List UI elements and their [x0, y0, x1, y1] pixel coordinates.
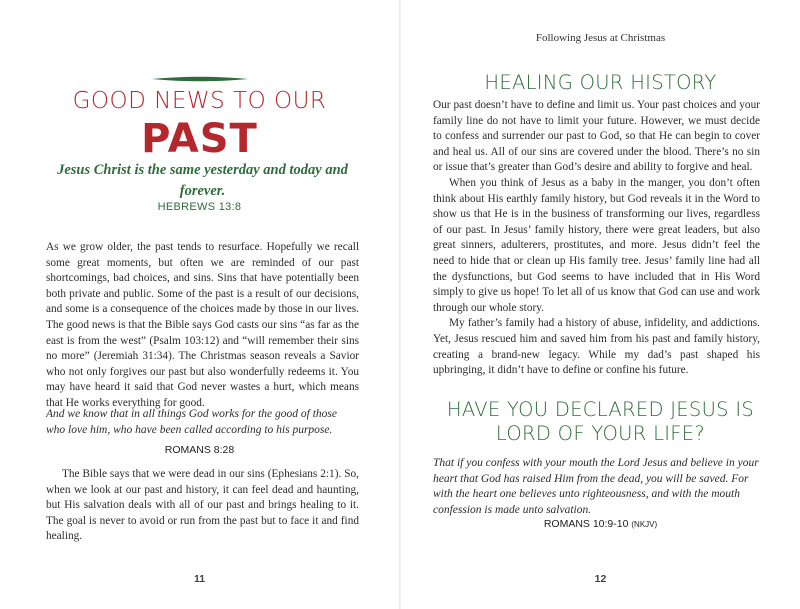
chapter-title-line1: GOOD NEWS TO OUR	[72, 88, 327, 114]
paragraph-text: Our past doesn’t have to define and limit us. Your past choices and your family line do not have to limit your future. However, we must decide to confess and surrender our past to God, so that He can begin to cover and heal us. All of our sins are covered under the blood. There’s no sin or issue that’s greater than God’s desire and ability to forgive and heal.	[433, 99, 760, 174]
right-page	[401, 0, 800, 609]
reference-text: ROMANS 10:9-10	[543, 518, 629, 530]
chapter-title-line2: PAST	[141, 116, 258, 162]
scripture-reference: ROMANS 8:28	[164, 444, 235, 456]
scripture-quote: And we know that in all things God works for the good of those who love him, who have been called according to his purpose.	[46, 408, 338, 436]
paragraph-text: My father’s family had a history of abuse, infidelity, and addictions. Yet, Jesus rescued him and saved him from his past and family history, creating a brand-new legacy. While my dad’s past shaped his upbringing, it didn’t have to define or confine his future.	[433, 317, 760, 377]
paragraph-text: The Bible says that we were dead in our sins (Ephesians 2:1). So, when we look at our past and history, it can feel dead and haunting, but His salvation deals with all of our past and brings healing to it. The goal is never to avoid or run from the past but to face it and find healing.	[46, 468, 359, 543]
page-number: 11	[193, 573, 206, 585]
paragraph-text: When you think of Jesus as a baby in the manger, you don’t often think about His earthly family history, but God reveals it in the Word to show us that He is in the business of transforming our lives, regardless of our past. In Jesus’ family history, there were great leaders, but also great sinners, adulterers, prostitutes, and more. Jesus didn’t feel the need to hide that or clean up His family tree. Jesus’ family line had all the dysfunctions, but God seems to have included that in His Word simply to give us hope! To let all of us know that God can use and work through our whole story.	[433, 176, 760, 314]
section-title-declared-line1: HAVE YOU DECLARED JESUS IS	[446, 398, 755, 421]
running-head: Following Jesus at Christmas	[535, 32, 666, 44]
body-paragraph-2	[46, 467, 359, 545]
body-paragraph-1	[46, 240, 359, 412]
section-title-declared-line2: LORD OF YOUR LIFE?	[495, 422, 706, 445]
ornament-divider-icon	[152, 76, 248, 82]
left-page	[0, 0, 399, 609]
section1-body	[433, 98, 760, 379]
scripture-reference	[401, 518, 800, 530]
reference-version: (NKJV)	[631, 520, 658, 529]
paragraph-text: As we grow older, the past tends to resurface. Hopefully we recall some great moments, but often we are reminded of our past shortcomings, bad choices, and sins. Sins that have potentially been both private and public. Some of the past is a result of our decisions, and some is a consequence of the choices made by those in our lives. The good news is that the Bible says God casts our sins “as far as the east is from the west” (Psalm 103:12) and “will remember their sins no more” (Jeremiah 31:34). The Christmas season reveals a Savior who not only forgives our past but also wonderfully redeems it. You may have heard it said that God never wastes a hurt, which means that He works everything for good.	[46, 241, 359, 409]
scripture-quote: That if you confess with your mouth the Lord Jesus and believe in your heart that God has raised Him from the dead, you will be saved. For with the heart one believes unto righteousness, and with the mouth confession is made unto salvation.	[433, 457, 759, 516]
epigraph-reference: HEBREWS 13:8	[157, 201, 242, 213]
page-number: 12	[594, 573, 607, 585]
epigraph-text: Jesus Christ is the same yesterday and today and forever.	[57, 162, 348, 199]
section-title-healing: HEALING OUR HISTORY	[484, 71, 717, 94]
